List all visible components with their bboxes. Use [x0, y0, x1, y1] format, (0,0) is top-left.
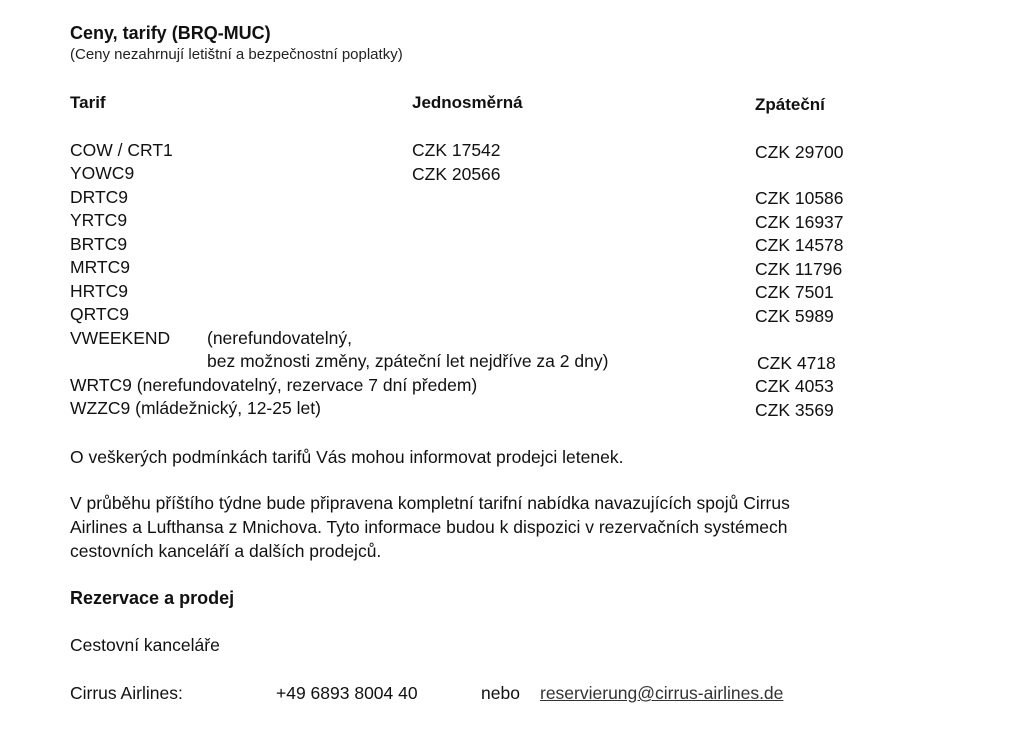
table-row-tariff: COW / CRT1 [70, 140, 173, 160]
column-header-return: Zpáteční [755, 95, 825, 114]
document-subtitle: (Ceny nezahrnují letištní a bezpečnostní poplatky) [70, 46, 403, 63]
offer-paragraph-line: V průběhu příštího týdne bude připravena kompletní tarifní nabídka navazujících spojů Cirrus [70, 493, 790, 513]
vweekend-note-line2: bez možnosti změny, zpáteční let nejdříve za 2 dny) [207, 351, 609, 371]
document-title: Ceny, tarify (BRQ-MUC) [70, 23, 271, 43]
table-row-return: CZK 5989 [755, 306, 834, 326]
table-row-return: CZK 4053 [755, 376, 834, 396]
offer-paragraph-line: cestovních kanceláří a dalších prodejců. [70, 541, 382, 561]
table-row-return: CZK 10586 [755, 188, 844, 208]
table-row-tariff: WZZC9 (mládežnický, 12-25 let) [70, 398, 321, 418]
column-header-tariff: Tarif [70, 93, 106, 112]
table-row-tariff: QRTC9 [70, 304, 129, 324]
contact-label: Cirrus Airlines: [70, 683, 183, 703]
table-row-tariff: VWEEKEND [70, 328, 171, 348]
table-row-tariff: MRTC9 [70, 257, 130, 277]
table-row-return: CZK 7501 [755, 282, 834, 302]
table-row-return: CZK 4718 [757, 353, 836, 373]
tariff-conditions-paragraph: O veškerých podmínkách tarifů Vás mohou informovat prodejci letenek. [70, 447, 624, 467]
table-row-tariff: WRTC9 (nerefundovatelný, rezervace 7 dní předem) [70, 375, 478, 395]
offer-paragraph-line: Airlines a Lufthansa z Mnichova. Tyto informace budou k dispozici v rezervačních systémech [70, 517, 788, 537]
table-row-tariff: BRTC9 [70, 234, 128, 254]
table-row-tariff: DRTC9 [70, 187, 129, 207]
table-row-return: CZK 29700 [755, 142, 844, 162]
travel-agencies-text: Cestovní kanceláře [70, 635, 220, 655]
table-row-tariff: YRTC9 [70, 210, 128, 230]
contact-email-link[interactable]: reservierung@cirrus-airlines.de [540, 683, 784, 703]
table-row-tariff: HRTC9 [70, 281, 129, 301]
table-row-oneway: CZK 20566 [412, 164, 501, 184]
table-row-return: CZK 3569 [755, 400, 834, 420]
table-row-return: CZK 14578 [755, 235, 844, 255]
table-row-oneway: CZK 17542 [412, 140, 501, 160]
contact-or: nebo [481, 683, 520, 703]
table-row-return: CZK 11796 [755, 259, 843, 279]
vweekend-note-line1: (nerefundovatelný, [207, 328, 352, 348]
column-header-oneway: Jednosměrná [412, 93, 523, 112]
section-title-booking: Rezervace a prodej [70, 588, 235, 608]
contact-phone: +49 6893 8004 40 [276, 683, 418, 703]
table-row-return: CZK 16937 [755, 212, 844, 232]
table-row-tariff: YOWC9 [70, 163, 135, 183]
